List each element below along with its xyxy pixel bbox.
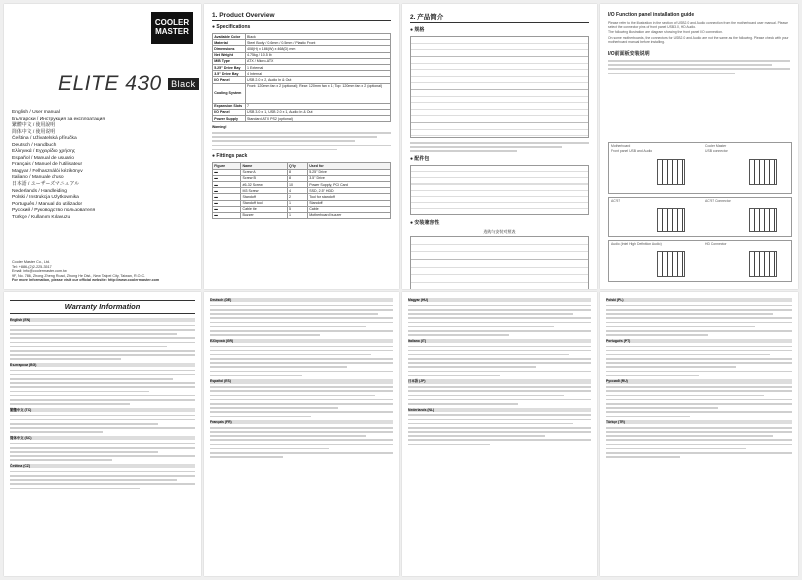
table-row: ▬ Screw A 8 5.25" Drive (213, 169, 391, 175)
warranty-section-heading: English (EN) (10, 318, 195, 322)
io-guide-bullet: The following illustration are diagram showing the front panel I/O connection. (608, 30, 723, 35)
language-item: Nederlands / Handleiding (12, 188, 67, 194)
product-overview-cn-page (402, 4, 597, 289)
warning-heading: Warning! (212, 125, 227, 130)
fitting-figure: ▬ (213, 194, 241, 200)
io-guide-bullet: Please refer to the illustration in the section of USB2.0 and Audio connection from the motherboard user manual. Please select the connector pins of front panel USB3.0, HD Audio. (608, 21, 788, 30)
warranty-page-3 (402, 292, 597, 576)
warranty-section-heading: Čeština (CZ) (10, 464, 195, 468)
warranty-section-heading: Español (ES) (210, 379, 393, 383)
hd-pin-header (657, 251, 685, 277)
specifications-heading: ● 规格 (410, 27, 425, 33)
table-row: Material Steel Body / 0.6mm / 0.5mm / Plastic Front (213, 40, 391, 46)
fittings-table (212, 162, 391, 219)
language-item: Italiano / Manuale d’uso (12, 175, 64, 181)
company-info (12, 260, 159, 283)
table-row: ▬ M3 Screw 4 SSD, 2.5" HDD (213, 188, 391, 194)
language-item: Türkçe / Kullanım Kılavuzu (12, 214, 71, 220)
table-row: I/O Panel USB 2.0 x 2, Audio In & Out (213, 77, 391, 83)
product-title (58, 72, 199, 96)
product-name: ELITE 430 (58, 72, 162, 95)
company-name: Cooler Master Co., Ltd. (12, 260, 51, 264)
language-item: English / User manual (12, 110, 60, 115)
cooler-master-logo: COOLER MASTER (151, 12, 193, 44)
compatibility-table (410, 236, 589, 289)
language-item: 简体中文 / 使用说明 (12, 129, 56, 135)
warranty-section-heading: Italiano (IT) (408, 339, 591, 343)
language-item: Français / Manuel de l’utilisateur (12, 162, 83, 168)
io-guide-bullet: On some motherboards, the connectors for USB2.0 and Audio are not the same as the following. Please check with your motherboard manual before installing. (608, 35, 789, 44)
warranty-section-heading: Português (PT) (606, 339, 792, 343)
ac97-cable-connector (749, 208, 777, 232)
page-title: 2. 产品简介 (410, 12, 589, 23)
table-row: Expansion Slots 7 (213, 103, 391, 109)
fitting-figure: ▬ (213, 206, 241, 212)
usb-pin-header (657, 159, 685, 185)
table-row: 5.25" Drive Bay 1 External (213, 64, 391, 70)
language-item: 日本語 / ユーザーズマニュアル (12, 182, 80, 188)
specifications-table-cn (410, 36, 589, 138)
table-row: ▬ Buzzer 1 Motherboard buzzer (213, 212, 391, 218)
usb-cable-connector (749, 159, 777, 185)
table-row: I/O Panel USB 3.0 x 1, USB 2.0 x 1, Audio In & Out (213, 109, 391, 115)
warranty-section-heading: Русский (RU) (606, 379, 792, 383)
language-item: Español / Manual de usuario (12, 155, 74, 161)
language-item: Русский / Руководство пользователя (12, 208, 96, 214)
company-email: Email: info@coolermaster.com.tw (12, 269, 67, 274)
fitting-figure: ▬ (213, 169, 241, 175)
language-item: Português / Manual do utilizador (12, 201, 83, 207)
variant-badge: Black (168, 78, 199, 90)
language-item: 繁體中文 / 使用說明 (12, 123, 56, 129)
warranty-section-heading: Türkçe (TR) (606, 420, 792, 424)
fittings-table-cn (410, 165, 589, 215)
compatibility-heading: ● 安装兼容性 (410, 219, 440, 226)
page-title: 1. Product Overview (212, 12, 391, 21)
fitting-figure: ▬ (213, 200, 241, 206)
fittings-heading: ● 配件包 (410, 155, 430, 162)
fittings-heading: ● Fittings pack (212, 153, 248, 160)
language-item: Magyar / Felhasználói kézikönyv (12, 168, 83, 174)
warranty-page-2 (204, 292, 399, 576)
fitting-figure: ▬ (213, 188, 241, 194)
warranty-section-heading: Nederlands (NL) (408, 408, 591, 412)
warning-text-block (212, 132, 391, 150)
table-row: 3.5" Drive Bay 4 Internal (213, 71, 391, 77)
compatibility-table-title: 选购与安装对照表 (483, 228, 516, 234)
hd-cable-connector (749, 251, 777, 277)
table-row: Net Weight 4.75kg / 10.5 lb (213, 52, 391, 58)
table-row: ▬ Standoff tool 1 Standoff (213, 200, 391, 206)
language-item: Български / Инструкция за експлоатация (12, 116, 105, 122)
warranty-section-heading: Deutsch (DE) (210, 298, 393, 302)
language-list (12, 110, 105, 221)
table-row: M/B Type ATX / Micro-ATX (213, 58, 391, 64)
fitting-figure: ▬ (213, 181, 241, 187)
table-row: ▬ Screw B 8 3.5" Drive (213, 175, 391, 181)
table-row: ▬ #6-32 Screw 10 Power Supply, PCI Card (213, 181, 391, 187)
warranty-title: Warranty Information (10, 300, 195, 314)
io-guide-title-cn: I/O前面板安装说明 (608, 51, 650, 58)
website-note: For more information, please visit our official website: http://www.coolermaster.com (12, 278, 160, 283)
fitting-figure: ▬ (213, 175, 241, 181)
table-row: Power Supply Standard ATX PS2 (optional) (213, 116, 391, 122)
fitting-figure: ▬ (213, 212, 241, 218)
io-panel-guide-page (600, 4, 798, 289)
usb-connector-diagram: Motherboard Front panel USB and Audio Cooler Master USB connector (608, 142, 792, 194)
hd-audio-connector-diagram: Audio (Intel High Definition Audio) HD Connector (608, 240, 792, 282)
language-item: Ελληνικά / Εγχειρίδιο χρήσης (12, 149, 76, 155)
io-guide-title: I/O Function panel installation guide (608, 12, 695, 18)
warranty-section-heading: Magyar (HU) (408, 298, 591, 302)
table-header-row: Figure Name Q'ty Used for (213, 163, 391, 169)
table-row: ▬ Cable tie 5 Cable (213, 206, 391, 212)
ac97-pin-header (657, 208, 685, 232)
warranty-section-heading: Български (BG) (10, 363, 195, 367)
language-item: Čeština / Uživatelská příručka (12, 136, 77, 142)
company-tel: Tel: +886-(2)2-225-3517 (12, 264, 52, 269)
specifications-heading: ● Specifications (212, 24, 251, 30)
ac97-connector-diagram: AC'97 AC'97 Connector (608, 197, 792, 237)
language-item: Deutsch / Handbuch (12, 142, 57, 148)
warranty-section-heading: Ελληνικά (GR) (210, 339, 393, 343)
warranty-section-heading: 简体中文 (SC) (10, 436, 195, 440)
table-row: Cooling System Front: 120mm fan x 2 (optional); Rear: 120mm fan x 1; Top: 120mm fan x 2 (optional) (213, 83, 391, 103)
specifications-table (212, 33, 391, 122)
warranty-section-heading: 日本語 (JP) (408, 379, 591, 383)
warranty-page-4 (600, 292, 798, 576)
table-row: ▬ Standoff 2 Tool for standoff (213, 194, 391, 200)
company-address: 9F, No. 786, Zhong Zheng Road, Zhong He Dist., New Taipei City, Taiwan, R.O.C. (12, 273, 146, 278)
table-row: Dimensions 408(H) x 186(W) x 468(D) mm (213, 46, 391, 52)
warranty-section-heading: Polski (PL) (606, 298, 792, 302)
language-item: Polski / Instrukcja Użytkownika (12, 195, 79, 201)
cover-page (4, 4, 201, 289)
table-row: Available Color Black (213, 34, 391, 40)
warranty-section-heading: Français (FR) (210, 420, 393, 424)
warranty-page-1 (4, 292, 201, 576)
warranty-section-heading: 繁體中文 (TC) (10, 408, 195, 412)
product-overview-page (204, 4, 399, 289)
